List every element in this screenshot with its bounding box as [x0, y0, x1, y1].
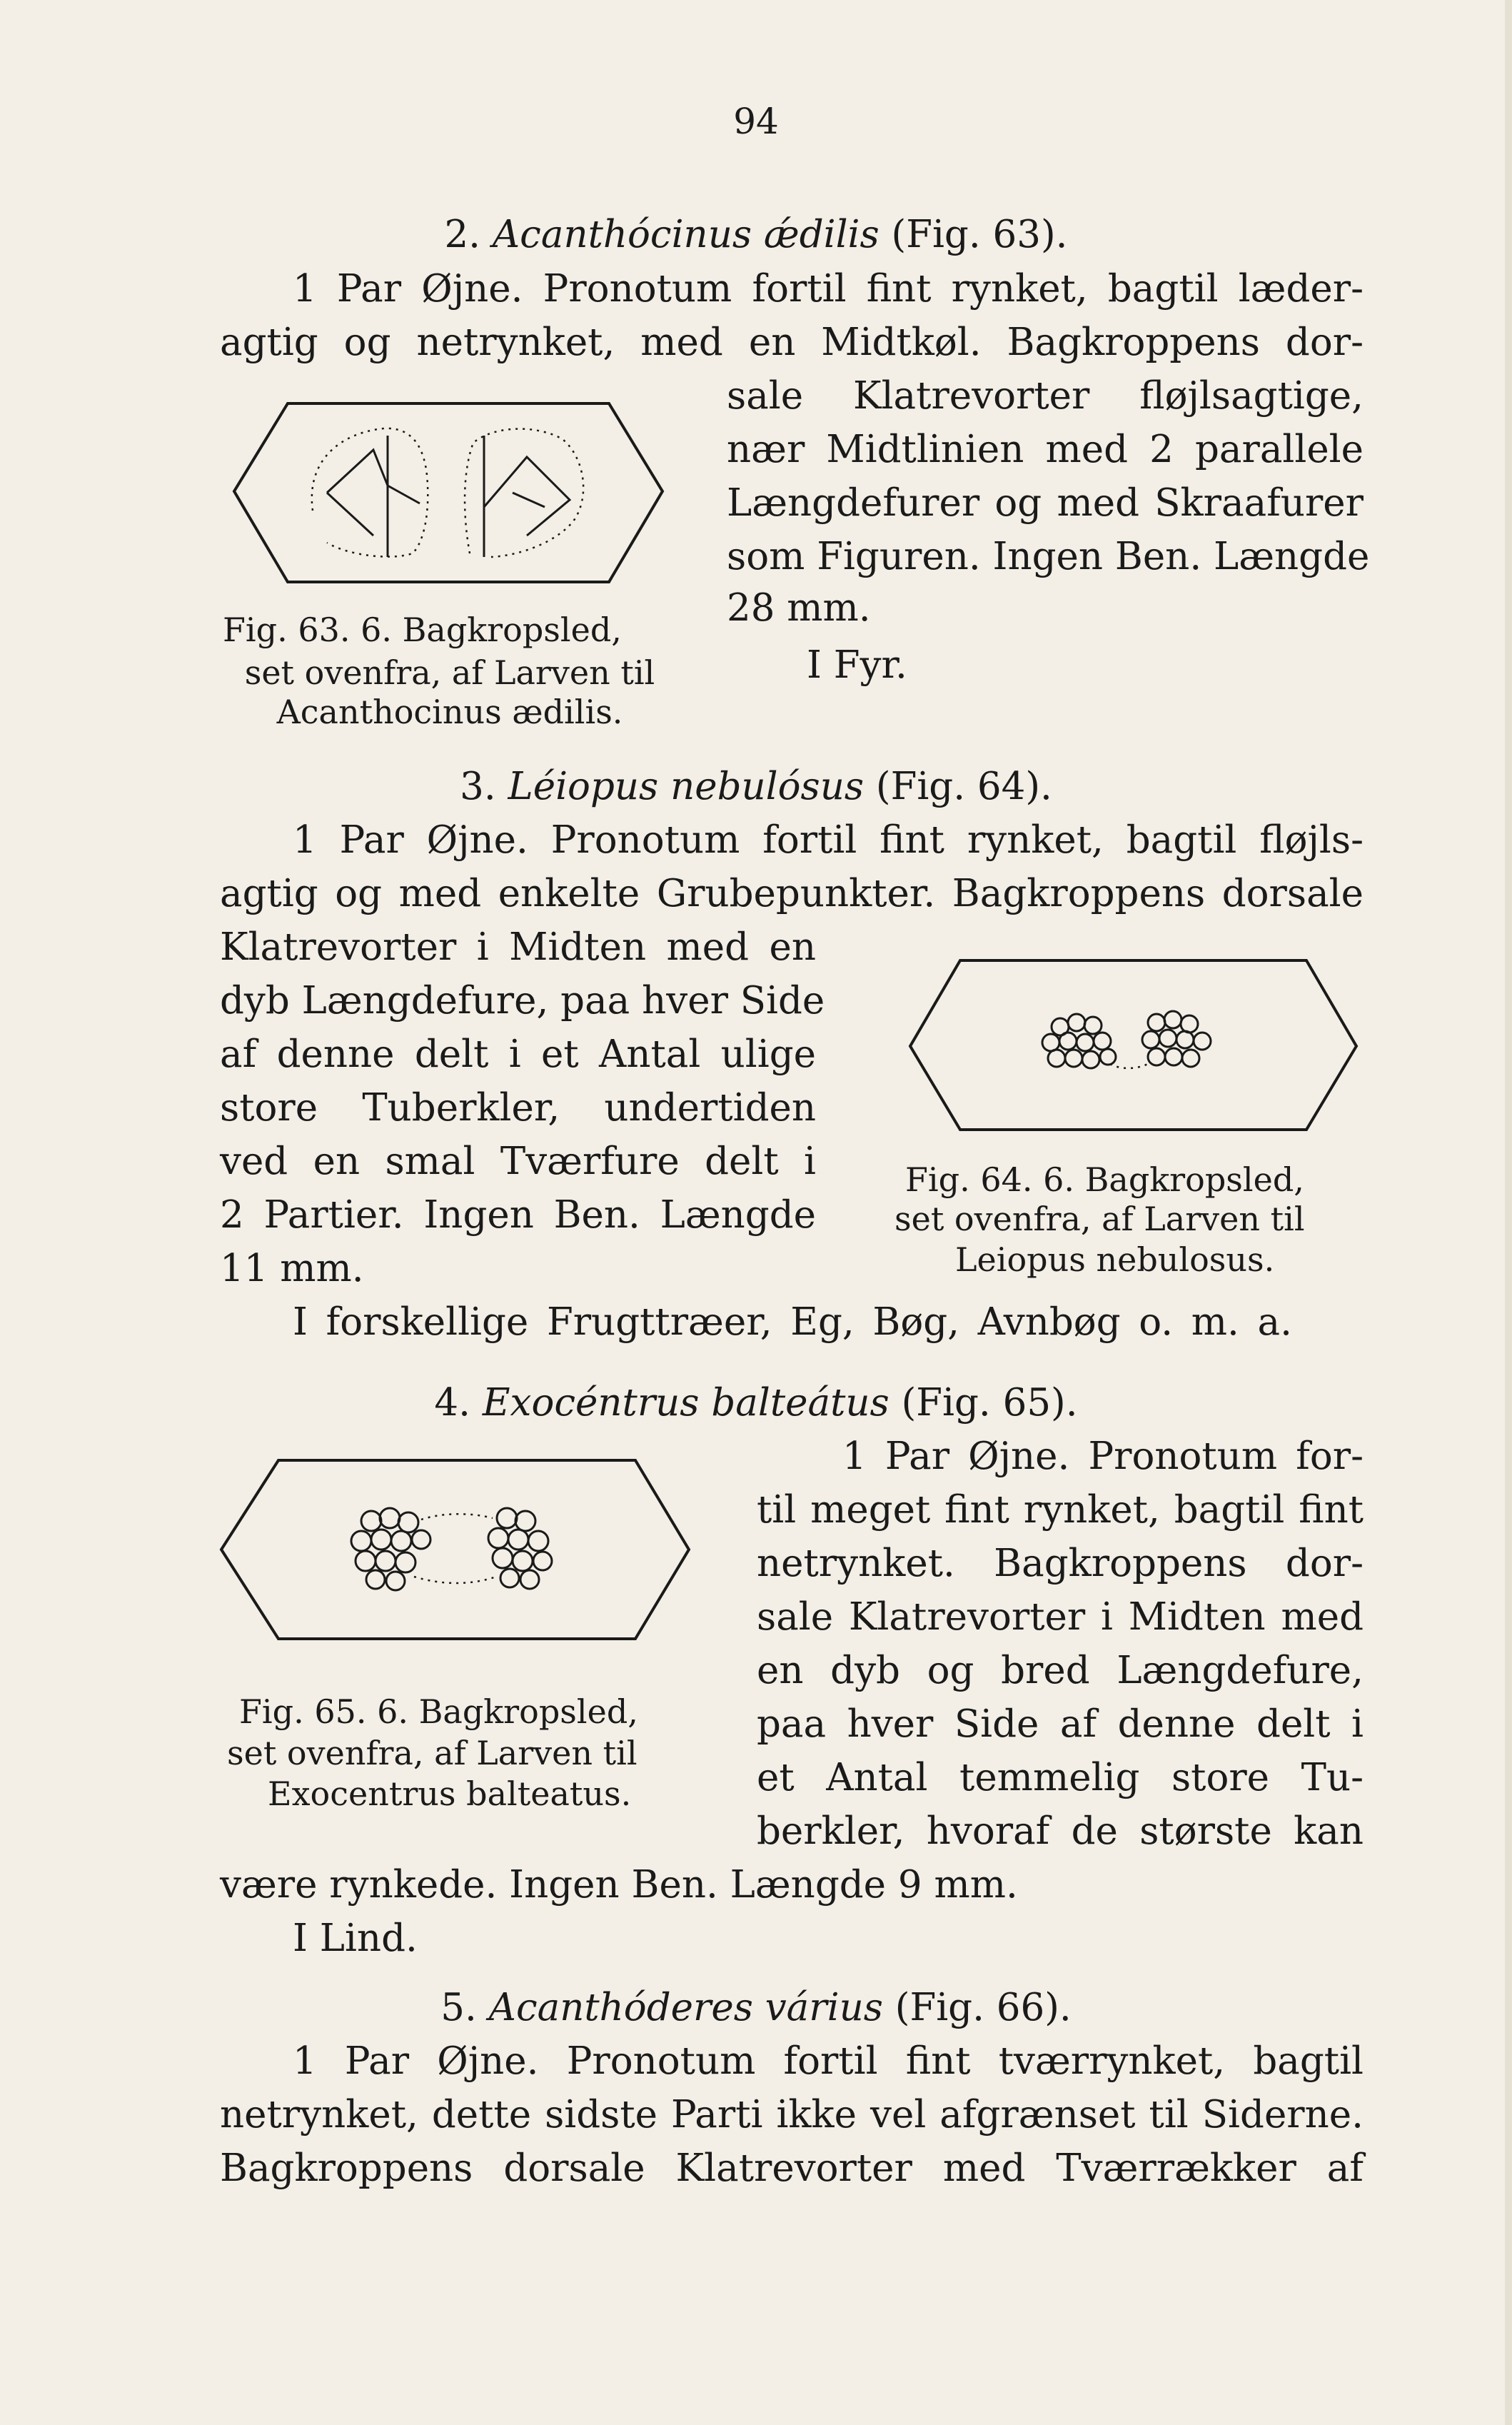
- text-line: Længdefurer og med Skraafurer: [727, 481, 1364, 525]
- text-line: 1 Par Øjne. Pronotum fortil fint tværrynket, bagtil: [293, 2039, 1364, 2083]
- text-line: netrynket, dette sidste Parti ikke vel afgrænset til Siderne.: [220, 2093, 1364, 2137]
- text-line: nær Midtlinien med 2 parallele: [727, 428, 1364, 471]
- text-line: I Fyr.: [807, 643, 907, 687]
- text-line: netrynket. Bagkroppens dor-: [757, 1542, 1364, 1585]
- text-line: agtig og med enkelte Grubepunkter. Bagkroppens dorsale: [220, 872, 1364, 915]
- text-line: store Tuberkler, undertiden: [220, 1086, 816, 1130]
- text-line: sale Klatrevorter fløjlsagtige,: [727, 374, 1364, 418]
- page-edge: [1505, 0, 1512, 2425]
- species-heading-exocentrus: 4. Exocéntrus balteátus (Fig. 65).: [434, 1381, 1078, 1425]
- figure-caption: Leiopus nebulosus.: [955, 1240, 1275, 1279]
- figure-caption: set ovenfra, af Larven til: [227, 1734, 637, 1772]
- figure-63: [220, 393, 677, 607]
- text-line: 1 Par Øjne. Pronotum fortil fint rynket, bagtil læder-: [293, 267, 1364, 311]
- figure-caption: Fig. 63. 6. Bagkropsled,: [223, 611, 622, 649]
- figure-65: [207, 1450, 707, 1664]
- text-line: agtig og netrynket, med en Midtkøl. Bagkroppens dor-: [220, 321, 1364, 364]
- page-number: 94: [733, 101, 779, 142]
- text-line: 28 mm.: [727, 586, 871, 630]
- text-line: som Figuren. Ingen Ben. Længde: [727, 535, 1370, 578]
- figure-caption: Exocentrus balteatus.: [268, 1774, 632, 1813]
- text-line: 1 Par Øjne. Pronotum fortil fint rynket, bagtil fløjls-: [293, 818, 1364, 862]
- text-line: 11 mm.: [220, 1247, 364, 1290]
- text-line: et Antal temmelig store Tu-: [757, 1756, 1364, 1799]
- text-line: Bagkroppens dorsale Klatrevorter med Tværrækker af: [220, 2147, 1364, 2190]
- text-line: I forskellige Frugttræer, Eg, Bøg, Avnbøg o. m. a.: [293, 1300, 1292, 1344]
- species-heading-acanthoderes: 5. Acanthóderes várius (Fig. 66).: [440, 1986, 1072, 2029]
- species-heading-leiopus: 3. Léiopus nebulósus (Fig. 64).: [460, 765, 1052, 808]
- species-heading-acanthocinus: 2. Acanthócinus ǽdilis (Fig. 63).: [444, 213, 1068, 256]
- text-line: dyb Længdefure, paa hver Side: [220, 979, 825, 1023]
- text-line: 2 Partier. Ingen Ben. Længde: [220, 1193, 816, 1237]
- text-line: I Lind.: [293, 1917, 418, 1960]
- figure-caption: set ovenfra, af Larven til: [894, 1200, 1305, 1238]
- figure-caption: set ovenfra, af Larven til: [244, 653, 655, 692]
- text-line: til meget fint rynket, bagtil fint: [757, 1488, 1364, 1532]
- figure-caption: Fig. 64. 6. Bagkropsled,: [905, 1160, 1304, 1199]
- text-line: 1 Par Øjne. Pronotum for-: [842, 1435, 1364, 1478]
- text-line: Klatrevorter i Midten med en: [220, 925, 816, 969]
- text-line: ved en smal Tværfure delt i: [220, 1140, 816, 1183]
- text-line: af denne delt i et Antal ulige: [220, 1033, 816, 1076]
- text-line: være rynkede. Ingen Ben. Længde 9 mm.: [220, 1863, 1018, 1907]
- figure-64: [892, 943, 1364, 1143]
- text-line: en dyb og bred Længdefure,: [757, 1649, 1364, 1692]
- figure-caption: Fig. 65. 6. Bagkropsled,: [239, 1692, 638, 1731]
- figure-caption: Acanthocinus ædilis.: [276, 693, 623, 731]
- text-line: berkler, hvoraf de største kan: [757, 1809, 1364, 1853]
- text-line: sale Klatrevorter i Midten med: [757, 1595, 1364, 1639]
- text-line: paa hver Side af denne delt i: [757, 1702, 1364, 1746]
